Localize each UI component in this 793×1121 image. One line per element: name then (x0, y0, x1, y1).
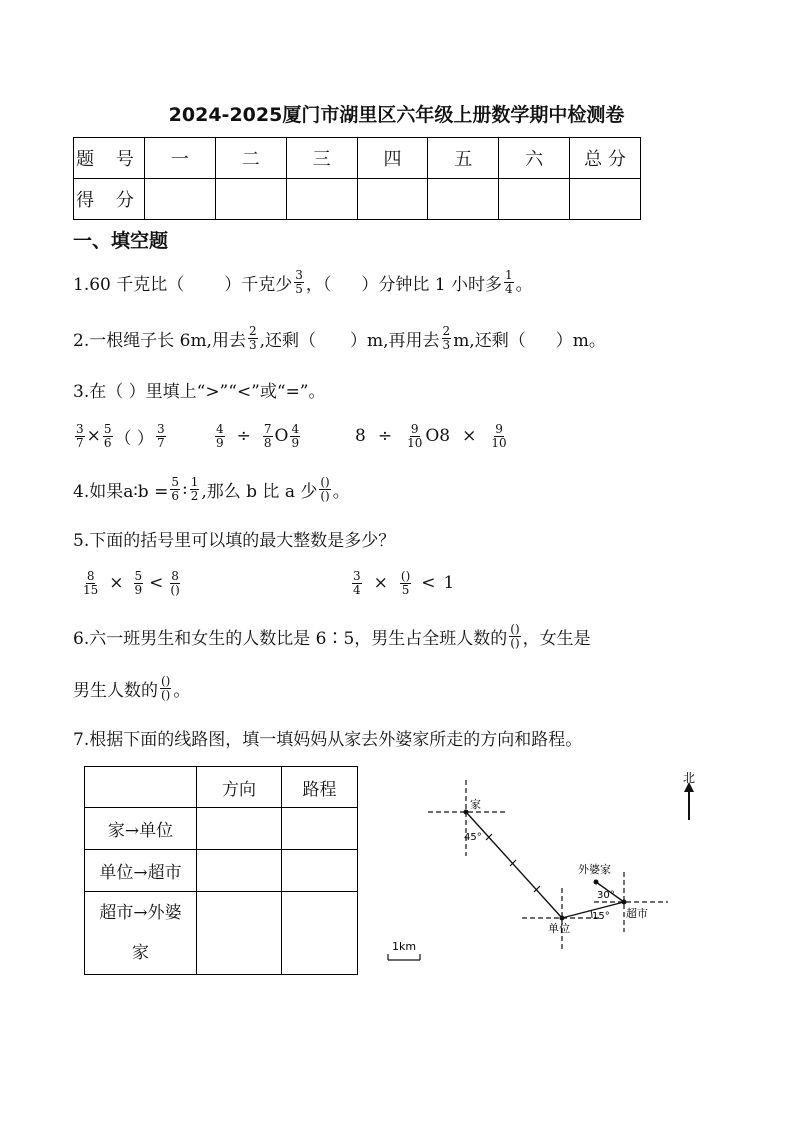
score-header-label: 题 号 (74, 138, 145, 179)
home-label: 家 (470, 798, 481, 811)
score-cell[interactable] (215, 179, 286, 220)
q4-text-a: 4.如果a∶b = (73, 481, 169, 502)
route-map (370, 760, 730, 975)
question-2 (73, 320, 606, 356)
q5-e1-fraction-2: $\frac{5}{9}$ (134, 568, 143, 597)
route-row (85, 808, 358, 850)
q3-e3-fraction-2: $\frac{9}{10}$ (491, 421, 507, 450)
q3-e3-fraction-1: $\frac{9}{10}$ (407, 421, 423, 450)
q5-e1-fraction-3[interactable]: $\frac{8}{()}$ (170, 568, 180, 597)
route-table (84, 766, 358, 975)
q1-text-e: 。 (515, 274, 533, 295)
q5-e2-op: × (373, 573, 388, 593)
question-1 (73, 264, 533, 300)
route-row (85, 850, 358, 892)
q5-e1-cmp: < (149, 573, 164, 593)
route-header-blank (85, 767, 197, 808)
question-7: 7.根据下面的线路图，填一填妈妈从家去外婆家所走的方向和路程。 (73, 729, 583, 750)
score-row-label: 得 分 (74, 179, 145, 220)
route-direction-cell[interactable] (197, 892, 282, 975)
route-header-distance: 路程 (282, 767, 358, 808)
question-3-expr-1 (73, 416, 168, 456)
q1-text-d: ）分钟比 1 小时多 (361, 274, 503, 295)
scale-label: 1km (392, 940, 417, 953)
q4-answer-fraction[interactable]: $\frac{()}{()}$ (320, 474, 330, 503)
q6-text-c: 男生人数的 (73, 680, 158, 701)
q3-e3-op2: × (462, 426, 477, 446)
q3-e1-op: × (86, 426, 101, 446)
score-cell[interactable] (499, 179, 570, 220)
q6-text-b: ，女生是 (522, 628, 591, 649)
path-home-to-unit (466, 812, 562, 918)
score-header-5: 五 (428, 138, 499, 179)
route-header-direction: 方向 (197, 767, 282, 808)
question-6-line-1 (73, 616, 591, 656)
question-3-expr-2 (213, 416, 302, 456)
q6-text-a: 6.六一班男生和女生的人数比是 6∶5，男生占全班人数的 (73, 628, 508, 649)
q3-e2-fraction-1: $\frac{4}{9}$ (216, 421, 224, 450)
section-heading: 一、填空题 (73, 230, 169, 252)
score-cell[interactable] (357, 179, 428, 220)
q3-e1-blank[interactable]: （ ） (114, 428, 154, 449)
route-row-label-line-1: 超市→外婆 (99, 903, 182, 923)
route-distance-cell[interactable] (282, 850, 358, 892)
score-cell[interactable] (428, 179, 499, 220)
score-table (73, 137, 641, 220)
route-row-label: 家→单位 (85, 808, 197, 850)
q1-text-c: ，（ (305, 274, 332, 295)
unit-label: 单位 (548, 922, 570, 935)
route-row-label (85, 892, 197, 975)
scale-bar (388, 954, 420, 960)
q2-text-d: m,还剩（ (453, 330, 526, 351)
north-arrow-icon (684, 782, 694, 820)
grandma-point (594, 880, 599, 885)
question-3: 3.在（ ）里填上“>”“<”或“=”。 (73, 381, 326, 402)
q3-e1-fraction-1: $\frac{3}{7}$ (76, 421, 84, 450)
question-3-expr-3 (355, 416, 510, 456)
route-distance-cell[interactable] (282, 808, 358, 850)
score-header-3: 三 (286, 138, 357, 179)
page-title: 2024-2025厦门市湖里区六年级上册数学期中检测卷 (168, 104, 625, 126)
q2-text-e: ）m。 (555, 330, 606, 351)
q1-fraction-1: $\frac{3}{5}$ (295, 267, 303, 296)
question-5-expr-2 (350, 563, 454, 603)
q2-text-b: ,还剩（ (259, 330, 317, 351)
q2-text-a: 2.一根绳子长 6m,用去 (73, 330, 246, 351)
score-header-1: 一 (145, 138, 216, 179)
q4-colon: : (181, 479, 188, 499)
route-row-label-line-2: 家 (132, 943, 149, 963)
q2-fraction-2: $\frac{2}{3}$ (442, 323, 451, 352)
q5-e1-fraction-1: $\frac{8}{15}$ (83, 568, 99, 597)
q4-fraction-1: $\frac{5}{6}$ (171, 474, 179, 503)
score-cell[interactable] (145, 179, 216, 220)
score-row (74, 179, 641, 220)
q2-fraction-1: $\frac{2}{3}$ (248, 323, 257, 352)
score-header-total: 总 分 (570, 138, 641, 179)
q1-fraction-2: $\frac{1}{4}$ (505, 267, 513, 296)
route-direction-cell[interactable] (197, 850, 282, 892)
route-row (85, 892, 358, 975)
q3-e3-lead: 8 (355, 426, 366, 446)
north-label: 北 (683, 771, 696, 785)
route-direction-cell[interactable] (197, 808, 282, 850)
home-angle-label: 45° (464, 832, 482, 843)
q3-e2-fraction-3: $\frac{4}{9}$ (291, 421, 300, 450)
question-4 (73, 470, 350, 508)
score-header-4: 四 (357, 138, 428, 179)
q6-answer-fraction-2[interactable]: $\frac{()}{()}$ (161, 673, 171, 702)
q5-e1-op: × (109, 573, 124, 593)
q5-e2-cmp: < (421, 573, 436, 593)
route-distance-cell[interactable] (282, 892, 358, 975)
q6-text-d: 。 (173, 680, 191, 701)
q5-e2-rhs: 1 (443, 573, 455, 593)
q4-text-b: ,那么 b 比 a 少 (201, 481, 318, 502)
grandma-label: 外婆家 (578, 863, 611, 876)
question-6-line-2 (73, 668, 190, 708)
route-header-row (85, 767, 358, 808)
question-5-expr-1 (80, 563, 183, 603)
q3-e1-fraction-2: $\frac{5}{6}$ (103, 421, 112, 450)
q3-e2-circle[interactable]: O (274, 426, 289, 446)
q1-text-b: ）千克少 (224, 274, 293, 295)
score-header-row (74, 138, 641, 179)
q4-fraction-2: $\frac{1}{2}$ (190, 474, 199, 503)
route-row-label: 单位→超市 (85, 850, 197, 892)
score-header-2: 二 (215, 138, 286, 179)
q3-e3-circle[interactable]: O8 (425, 426, 451, 446)
score-header-6: 六 (499, 138, 570, 179)
q5-e2-fraction-1: $\frac{3}{4}$ (353, 568, 361, 597)
question-5: 5.下面的括号里可以填的最大整数是多少？ (73, 530, 396, 551)
q2-text-c: ）m,再用去 (350, 330, 440, 351)
q3-e3-op: ÷ (377, 426, 393, 446)
market-axes (594, 872, 668, 932)
q5-e2-fraction-2[interactable]: $\frac{()}{5}$ (400, 568, 411, 597)
q3-e2-op: ÷ (236, 426, 251, 446)
unit-angle-label: 15° (592, 911, 610, 922)
market-label: 超市 (626, 907, 648, 920)
market-angle-label: 30° (597, 890, 615, 901)
q3-e2-fraction-2: $\frac{7}{8}$ (263, 421, 272, 450)
score-cell[interactable] (570, 179, 641, 220)
q6-answer-fraction-1[interactable]: $\frac{()}{()}$ (510, 621, 520, 650)
score-cell[interactable] (286, 179, 357, 220)
q3-e1-fraction-3: $\frac{3}{7}$ (156, 421, 165, 450)
q1-text-a: 1.60 千克比（ (73, 274, 185, 295)
q4-text-c: 。 (332, 481, 350, 502)
